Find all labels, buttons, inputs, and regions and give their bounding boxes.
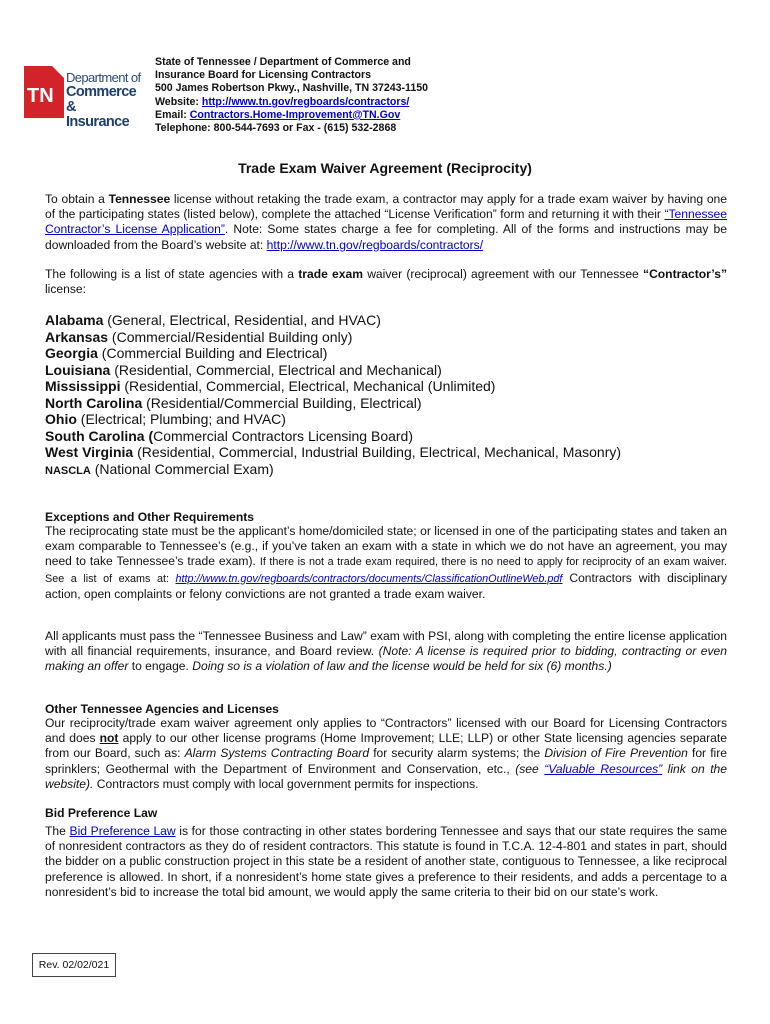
- other-text-1: Our reciprocity/trade exam waiver agreement only applies to “Contractors” licensed with our Board for Licensing Contractors and does: [45, 716, 727, 746]
- state-detail: (Commercial Building and Electrical): [97, 345, 328, 361]
- state-name: Georgia: [45, 345, 98, 361]
- logo-department-name: [66, 70, 146, 130]
- bid-preference-heading: Bid Preference Law: [45, 806, 158, 820]
- state-item: [45, 461, 727, 480]
- header-address: 500 James Robertson Pkwy., Nashville, TN 37243-1150: [155, 82, 429, 95]
- state-detail: Commercial Contractors Licensing Board): [153, 427, 413, 444]
- all-applicants-paragraph: [45, 629, 727, 675]
- all-applicants-text-1: All applicants must pass the “Tennessee Business and Law” exam with PSI, along with completing the entire license application with all financial requirements, insurance, and Board review.: [45, 629, 727, 659]
- agency-header: [155, 56, 428, 135]
- state-name: Alabama: [45, 312, 104, 328]
- list-intro-text-2: waiver (reciprocal) agreement with our Tennessee: [362, 267, 644, 281]
- other-text-5: Contractors must comply with local government permits for inspections.: [93, 776, 479, 791]
- state-detail: (National Commercial Exam): [90, 460, 274, 477]
- intro-tennessee: Tennessee: [108, 192, 171, 206]
- website-link[interactable]: http://www.tn.gov/regboards/contractors/: [201, 95, 410, 108]
- list-intro-text-3: license:: [45, 282, 87, 297]
- bid-preference-law-link[interactable]: Bid Preference Law: [69, 824, 176, 838]
- exceptions-section: [45, 510, 727, 602]
- other-agencies-heading: Other Tennessee Agencies and Licenses: [45, 702, 279, 716]
- state-name: South Carolina (: [45, 427, 154, 444]
- state-detail: (Electrical; Plumbing; and HVAC): [76, 411, 286, 427]
- website-label: Website:: [155, 95, 202, 108]
- state-item: [45, 428, 727, 445]
- valuable-resources-link[interactable]: “Valuable Resources”: [544, 761, 663, 776]
- state-item: [45, 312, 727, 329]
- header-line-2: Insurance Board for Licensing Contractors: [155, 69, 372, 82]
- logo-line-1: Department of: [66, 70, 141, 85]
- state-item: [45, 378, 727, 395]
- alarm-systems-board: Alarm Systems Contracting Board: [184, 746, 370, 761]
- tn-logo-icon: [24, 66, 64, 118]
- bid-preference-section: [45, 806, 727, 900]
- fire-prevention-division: Division of Fire Prevention: [544, 746, 688, 761]
- state-item: [45, 411, 727, 428]
- other-text-4: for fire sprinklers; Geothermal with the Department of Environment and Conservation, etc.,: [45, 746, 727, 776]
- all-applicants-text-2: to engage.: [128, 659, 193, 674]
- header-line-1: State of Tennessee / Department of Commerce and: [155, 56, 411, 68]
- intro-text-2: license without retaking the trade exam, a contractor may apply for a trade exam waiver by having one of the participating states (listed below), complete the attached “License Verification” form and returning it with their: [45, 192, 727, 222]
- exceptions-text-2: If there is not a trade exam required, there is no need to apply for reciprocity of an exam waiver. See a list of exams at:: [45, 556, 728, 585]
- state-detail: (Commercial/Residential Building only): [108, 328, 353, 345]
- board-website-link[interactable]: http://www.tn.gov/regboards/contractors/: [266, 237, 484, 252]
- exceptions-text-1: The reciprocating state must be the applicant’s home/domiciled state; or licensed in one of the participating states and taken an exam comparable to Tennessee’s (e.g., if you’ve taken an exam with a state in which we do not have an agreement, you may need to take Tennessee’s trade exam).: [45, 524, 727, 569]
- state-name: West Virginia: [45, 444, 134, 460]
- bid-text-2: is for those contracting in other states bordering Tennessee and says that our state requires the same of nonresident contractors as they do of resident contractors. This statute is found in T.C.A. 12-4-801 and states in part, should the bidder on a public construction project in this state be a resident of another state, contiguous to Tennessee, a like reciprocal preference is allowed. In short, if a nonresident’s home state gives a preference to their residents, and adds a percentage to a nonresident’s bid to increase the total bid amount, we would apply the same criteria to their bid on our state’s work.: [45, 824, 727, 899]
- other-agencies-paragraph: [45, 716, 727, 792]
- bid-preference-paragraph: [45, 824, 727, 900]
- reciprocal-states-list: [45, 312, 727, 479]
- exceptions-text-3: Contractors with disciplinary action, open complaints or felony convictions are not granted a trade exam waiver.: [45, 570, 727, 601]
- state-item: [45, 329, 727, 346]
- all-applicants-violation: Doing so is a violation of law and the license would be held for six (6) months.): [192, 659, 612, 674]
- state-item: [45, 444, 727, 461]
- other-not-emphasis: not: [99, 731, 119, 746]
- state-name: Louisiana: [45, 361, 111, 378]
- state-name: NASCLA: [45, 464, 91, 477]
- intro-text-3: . Note: Some states charge a fee for completing. All of the forms and instructions may be downloaded from the Board’s website at:: [45, 222, 728, 252]
- header-email-row: [155, 109, 428, 122]
- state-detail: (General, Electrical, Residential, and HVAC): [103, 312, 381, 328]
- list-intro-paragraph: [45, 267, 727, 297]
- other-text-2: apply to our other license programs (Home Improvement; LLE; LLP) or other State licensing agencies separate from our Board, such as:: [45, 731, 727, 761]
- intro-text-1: To obtain a: [45, 192, 109, 206]
- all-applicants-note: (Note: A license is required prior to bidding, contracting or even making an offer: [45, 644, 727, 674]
- list-intro-trade-exam: trade exam: [298, 267, 363, 281]
- state-item: [45, 362, 727, 379]
- logo-badge-text: TN: [27, 85, 54, 107]
- other-agencies-section: [45, 702, 727, 792]
- tn-commerce-insurance-logo: [24, 66, 146, 130]
- bid-text-1: The: [45, 824, 70, 838]
- header-phone: Telephone: 800-544-7693 or Fax - (615) 532-2868: [155, 122, 397, 135]
- state-name: North Carolina: [45, 394, 143, 411]
- state-detail: (Residential, Commercial, Industrial Building, Electrical, Mechanical, Masonry): [133, 444, 622, 460]
- other-link-suffix: link on the website).: [45, 761, 728, 791]
- revision-box: Rev. 02/02/021: [32, 953, 116, 977]
- exceptions-heading: Exceptions and Other Requirements: [45, 510, 255, 524]
- logo-line-3: Insurance: [66, 114, 130, 130]
- state-name: Mississippi: [45, 378, 121, 394]
- header-website-row: [155, 96, 428, 109]
- exceptions-paragraph: [45, 524, 727, 602]
- state-name: Arkansas: [45, 328, 109, 345]
- list-intro-text-1: The following is a list of state agencies with a: [45, 267, 299, 281]
- intro-paragraph: [45, 192, 727, 253]
- state-detail: (Residential/Commercial Building, Electrical): [142, 394, 422, 411]
- email-label: Email:: [155, 108, 190, 121]
- email-link[interactable]: Contractors.Home-Improvement@TN.Gov: [189, 108, 401, 121]
- page-title: Trade Exam Waiver Agreement (Reciprocity): [238, 160, 532, 176]
- other-see: (see: [515, 761, 545, 776]
- state-item: [45, 345, 727, 362]
- other-text-3: for security alarm systems; the: [369, 746, 545, 761]
- list-intro-contractors: “Contractor’s”: [643, 267, 728, 281]
- classification-outline-link[interactable]: http://www.tn.gov/regboards/contractors/documents/ClassificationOutlineWeb.pdf: [175, 572, 563, 585]
- logo-line-2: Commerce &: [66, 84, 137, 115]
- state-item: [45, 395, 727, 412]
- license-application-link[interactable]: “Tennessee Contractor’s License Application”: [45, 207, 727, 237]
- state-detail: (Residential, Commercial, Electrical and Mechanical): [110, 361, 442, 378]
- state-detail: (Residential, Commercial, Electrical, Mechanical (Unlimited): [120, 378, 496, 394]
- state-name: Ohio: [45, 411, 77, 427]
